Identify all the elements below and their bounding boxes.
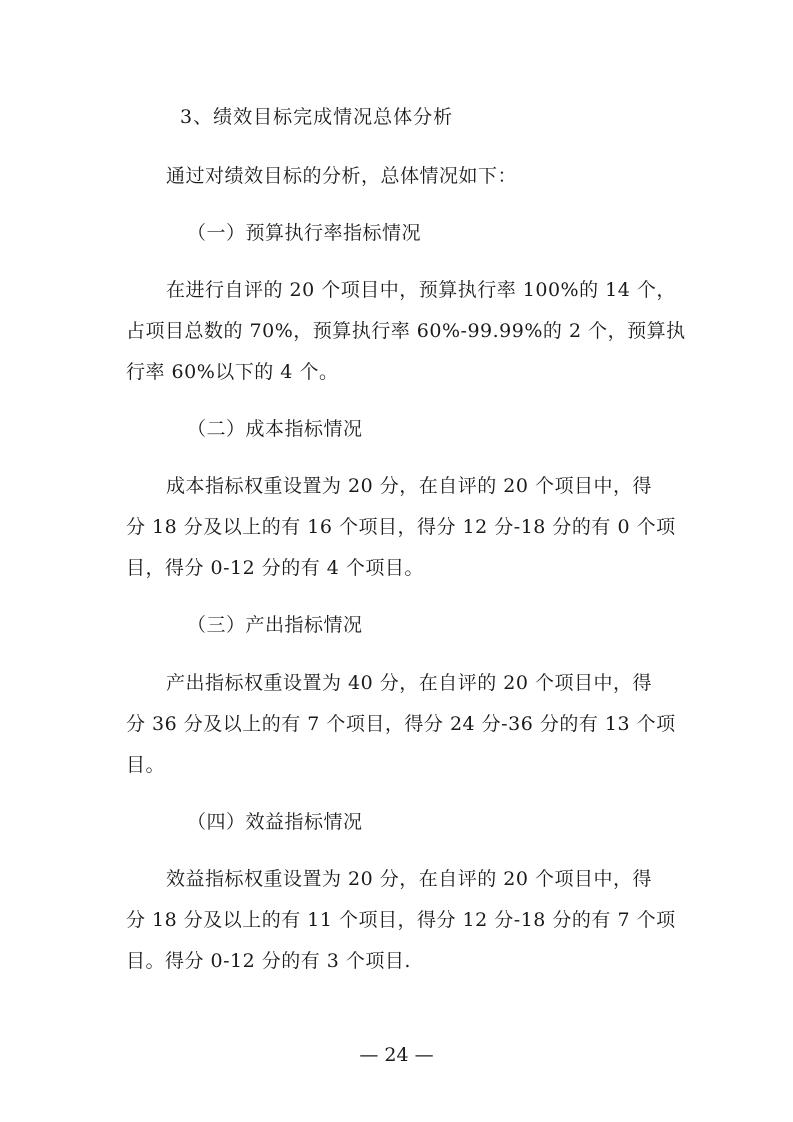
paragraph-line: 效益指标权重设置为 20 分，在自评的 20 个项目中，得 [166, 868, 653, 890]
subsection-heading-output: （三）产出指标情况 [187, 614, 363, 636]
paragraph-line: 分 18 分及以上的有 16 个项目，得分 12 分-18 分的有 0 个项 [126, 516, 676, 538]
paragraph-line: 分 36 分及以上的有 7 个项目，得分 24 分-36 分的有 13 个项 [126, 713, 676, 735]
paragraph-line: 占项目总数的 70%，预算执行率 60%-99.99%的 2 个，预算执 [126, 320, 686, 342]
paragraph-line: 成本指标权重设置为 20 分，在自评的 20 个项目中，得 [166, 475, 653, 497]
paragraph-line: 目，得分 0-12 分的有 4 个项目。 [126, 557, 424, 579]
paragraph-line: 在进行自评的 20 个项目中，预算执行率 100%的 14 个， [166, 279, 676, 301]
paragraph-line: 分 18 分及以上的有 11 个项目，得分 12 分-18 分的有 7 个项 [126, 909, 676, 931]
subsection-heading-benefit: （四）效益指标情况 [187, 811, 363, 833]
section-heading: 3、绩效目标完成情况总体分析 [180, 106, 454, 128]
page-number: — 24 — [359, 1044, 434, 1066]
paragraph-line: 目。 [126, 754, 166, 776]
paragraph-line: 目。得分 0-12 分的有 3 个项目. [126, 950, 411, 972]
subsection-heading-budget: （一）预算执行率指标情况 [187, 222, 422, 244]
paragraph-line: 行率 60%以下的 4 个。 [126, 361, 339, 383]
subsection-heading-cost: （二）成本指标情况 [187, 418, 363, 440]
intro-paragraph: 通过对绩效目标的分析，总体情况如下： [166, 165, 518, 187]
paragraph-line: 产出指标权重设置为 40 分，在自评的 20 个项目中，得 [166, 672, 653, 694]
